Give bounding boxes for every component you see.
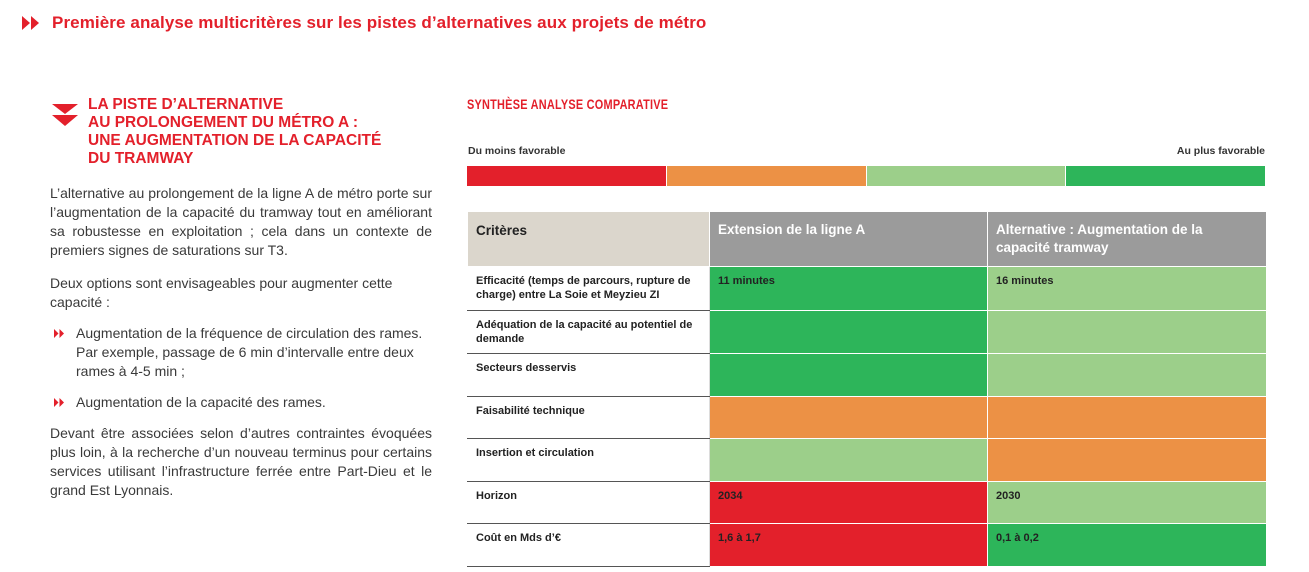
scale-swatch-green <box>1066 166 1265 186</box>
criterion-cell: Adéquation de la capacité au potentiel de demande <box>468 311 710 354</box>
table-row <box>468 396 1267 439</box>
table-row <box>468 311 1267 354</box>
scale-label-least: Du moins favorable <box>468 145 566 157</box>
comparison-table <box>467 211 1267 567</box>
alternative-rating-cell <box>988 396 1267 439</box>
double-chevron-right-icon <box>54 329 65 338</box>
extension-rating-cell: 11 minutes <box>710 267 988 311</box>
section-title-line: UNE AUGMENTATION DE LA CAPACITÉ <box>88 132 382 149</box>
closing-paragraph: Devant être associées selon d’autres contraintes évoquées plus loin, à la recherche d’un nouveau terminus pour certains services utilisant l’infrastructure ferrée entre Part-Dieu et le grand Est Lyonnais. <box>50 425 432 498</box>
section-heading <box>50 96 432 168</box>
criterion-cell: Secteurs desservis <box>468 354 710 397</box>
criterion-cell: Faisabilité technique <box>468 396 710 439</box>
extension-rating-cell: 1,6 à 1,7 <box>710 524 988 567</box>
extension-rating-cell <box>710 439 988 482</box>
table-row <box>468 439 1267 482</box>
column-header-alternative: Alternative : Augmentation de la capacité tramway <box>988 212 1267 267</box>
list-item-text: Augmentation de la capacité des rames. <box>76 394 326 410</box>
page-header <box>22 13 706 33</box>
alternative-rating-cell <box>988 311 1267 354</box>
section-title-line: DU TRAMWAY <box>88 150 194 167</box>
alternative-rating-cell: 2030 <box>988 481 1267 524</box>
comparison-panel <box>467 96 1265 186</box>
extension-rating-cell <box>710 396 988 439</box>
column-header-extension: Extension de la ligne A <box>710 212 988 267</box>
alternative-rating-cell: 16 minutes <box>988 267 1267 311</box>
scale-swatch-orange <box>667 166 866 186</box>
alternative-rating-cell: 0,1 à 0,2 <box>988 524 1267 567</box>
list-item-text: Augmentation de la fréquence de circulation des rames. Par exemple, passage de 6 min d’intervalle entre deux rames à 4-5 min ; <box>76 325 423 379</box>
double-chevron-right-icon <box>22 15 42 31</box>
table-row <box>468 481 1267 524</box>
double-chevron-right-icon <box>54 398 65 407</box>
scale-labels <box>467 145 1265 159</box>
list-item <box>50 393 432 412</box>
scale-swatch-red <box>467 166 666 186</box>
list-item <box>50 324 432 381</box>
section-title <box>88 96 432 168</box>
section-title-line: AU PROLONGEMENT DU MÉTRO A : <box>88 114 359 131</box>
criterion-cell: Coût en Mds d’€ <box>468 524 710 567</box>
double-triangle-down-icon <box>52 102 78 128</box>
scale-swatch-light-green <box>867 166 1066 186</box>
page-title: Première analyse multicritères sur les pistes d’alternatives aux projets de métro <box>52 13 707 32</box>
criterion-cell: Horizon <box>468 481 710 524</box>
extension-rating-cell <box>710 311 988 354</box>
options-paragraph: Deux options sont envisageables pour augmenter cette capacité : <box>50 275 393 310</box>
table-row <box>468 267 1267 311</box>
rating-scale-bar <box>467 166 1265 186</box>
section-title-line: LA PISTE D’ALTERNATIVE <box>88 96 284 113</box>
table-header-row <box>468 212 1267 267</box>
intro-paragraph: L’alternative au prolongement de la ligne A de métro porte sur l’augmentation de la capacité du tramway tout en améliorant sa robustesse en exploitation ; cela dans un contexte de premiers signes de saturations sur T3. <box>50 185 432 258</box>
table-row <box>468 524 1267 567</box>
alternative-rating-cell <box>988 439 1267 482</box>
column-header-criteria: Critères <box>468 212 710 267</box>
scale-label-most: Au plus favorable <box>1176 145 1265 157</box>
alternative-rating-cell <box>988 354 1267 397</box>
left-column <box>50 96 432 500</box>
comparison-title: SYNTHÈSE ANALYSE COMPARATIVE <box>467 96 669 112</box>
extension-rating-cell: 2034 <box>710 481 988 524</box>
criterion-cell: Efficacité (temps de parcours, rupture de charge) entre La Soie et Meyzieu ZI <box>468 267 710 311</box>
table-row <box>468 354 1267 397</box>
extension-rating-cell <box>710 354 988 397</box>
criterion-cell: Insertion et circulation <box>468 439 710 482</box>
